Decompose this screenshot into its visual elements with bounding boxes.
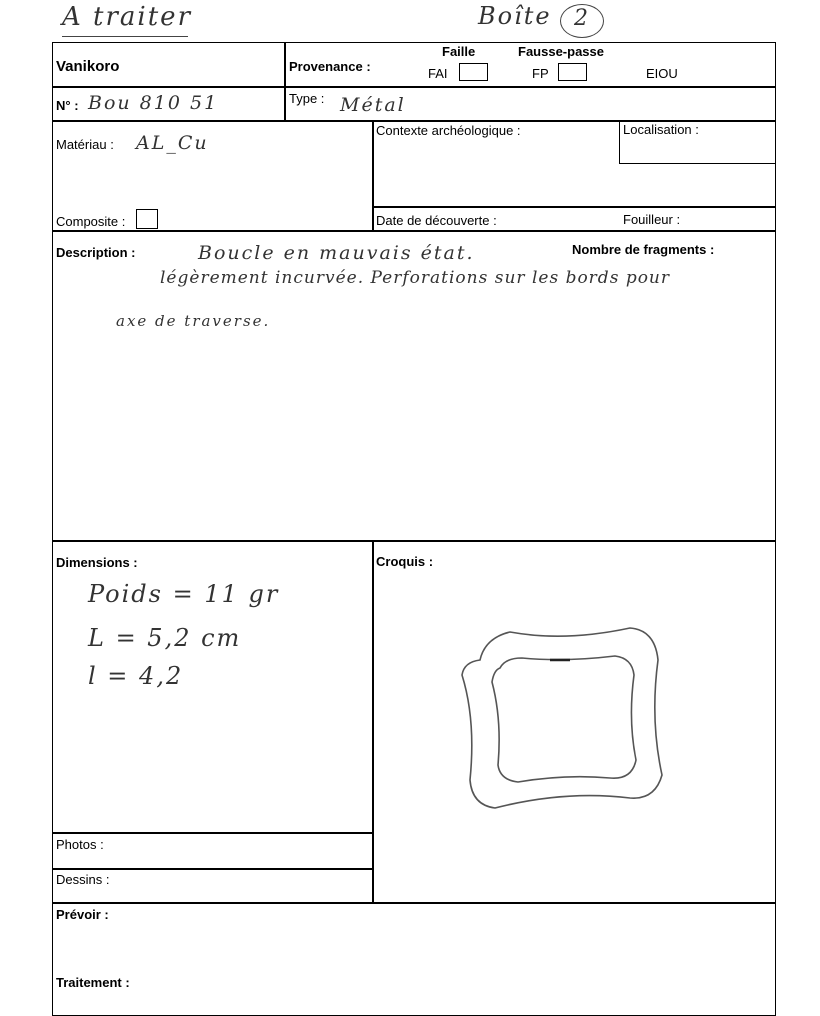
material-value: AL_Cu: [136, 132, 209, 154]
composite-label: Composite :: [56, 214, 126, 229]
footer-cell: [52, 902, 776, 1016]
eiou-label: EIOU: [646, 66, 678, 81]
site-name: Vanikoro: [56, 58, 120, 75]
number-label: N° :: [56, 98, 79, 113]
description-line-1: Boucle en mauvais état.: [198, 242, 475, 264]
description-line-2: légèrement incurvée. Perforations sur les bords pour: [160, 268, 671, 288]
composite-checkbox[interactable]: [136, 209, 158, 229]
sketch-label: Croquis :: [376, 554, 434, 569]
dimension-length: L = 5,2 cm: [88, 624, 242, 652]
fausse-passe-label: Fausse-passe: [518, 44, 604, 59]
annotation-underline: [62, 36, 188, 37]
provenance-label: Provenance :: [289, 59, 371, 74]
localisation-label: Localisation :: [623, 122, 699, 137]
treatment-label: Traitement :: [56, 975, 130, 990]
dimensions-label: Dimensions :: [56, 555, 138, 570]
faille-label: Faille: [442, 44, 476, 59]
archaeological-context-label: Contexte archéologique :: [376, 123, 521, 138]
annotation-boite: Boîte: [478, 2, 552, 30]
fai-label: FAI: [428, 66, 448, 81]
box-number: 2: [574, 6, 590, 31]
number-value: Bou 810 51: [88, 92, 219, 114]
type-label: Type :: [289, 91, 325, 106]
material-label: Matériau :: [56, 137, 114, 152]
description-line-3: axe de traverse.: [116, 312, 271, 330]
photos-label: Photos :: [56, 837, 104, 852]
prevoir-label: Prévoir :: [56, 907, 109, 922]
discovery-date-label: Date de découverte :: [376, 213, 497, 228]
fp-label: FP: [532, 66, 549, 81]
annotation-a-traiter: A traiter: [62, 2, 192, 32]
excavator-label: Fouilleur :: [623, 212, 681, 227]
buckle-sketch: [450, 620, 680, 820]
type-value: Métal: [340, 94, 406, 116]
fragments-label: Nombre de fragments :: [572, 242, 715, 257]
description-label: Description :: [56, 245, 136, 260]
dimension-width: l = 4,2: [88, 662, 184, 690]
dimension-weight: Poids = 11 gr: [88, 580, 280, 608]
drawings-label: Dessins :: [56, 872, 110, 887]
fp-checkbox[interactable]: [558, 63, 587, 81]
fai-checkbox[interactable]: [459, 63, 488, 81]
